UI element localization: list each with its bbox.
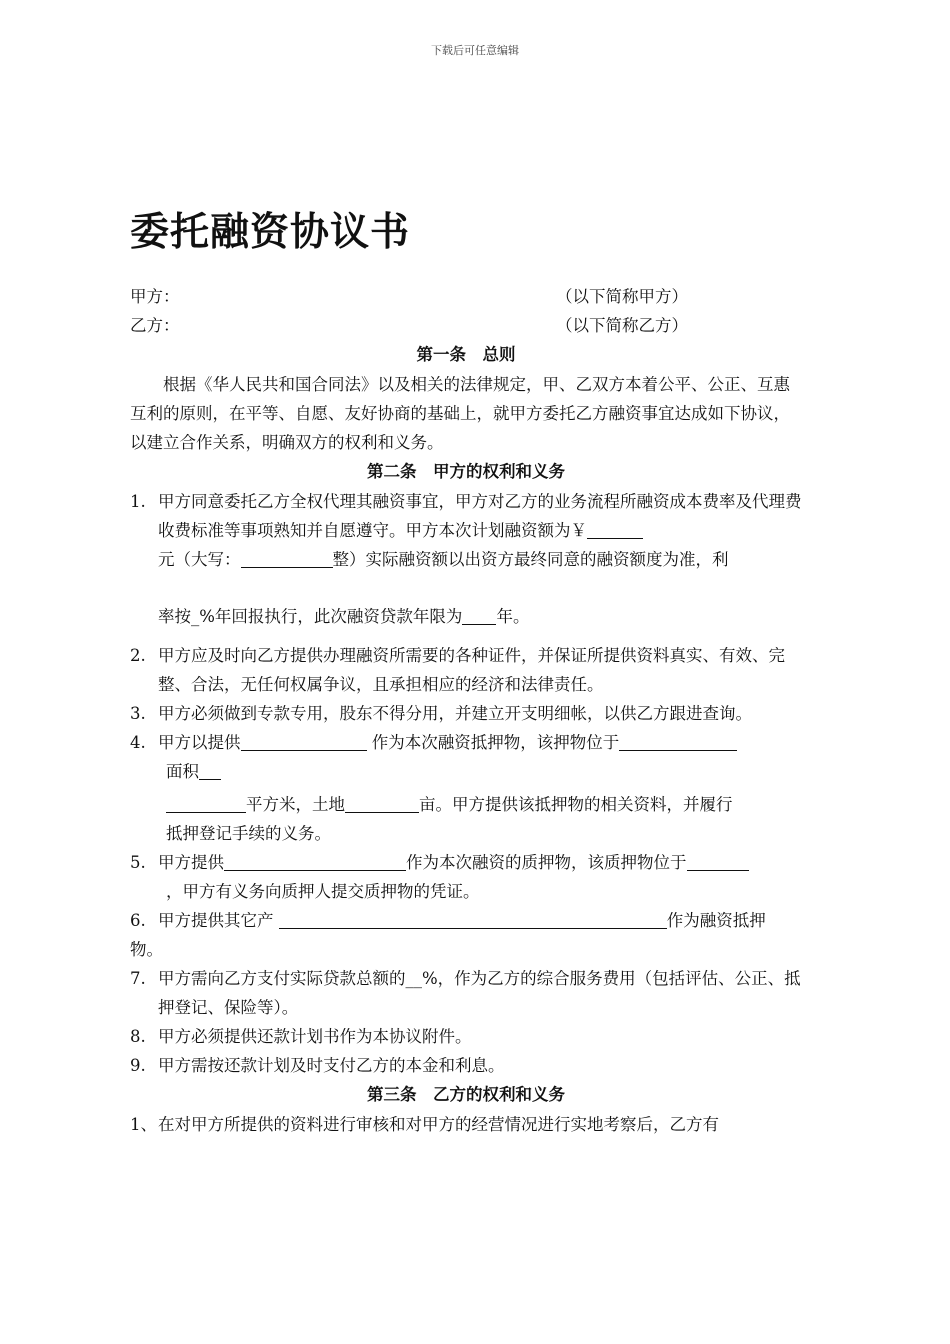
item-text: 甲方需按还款计划及时支付乙方的本金和利息。 [158, 1056, 505, 1075]
pledge-blank [224, 851, 406, 871]
section-2-item-7 [130, 964, 802, 1022]
item-text: 作为融资抵押 [666, 911, 766, 930]
pledge-location-blank [687, 851, 749, 871]
section-2-item-2 [130, 641, 802, 699]
party-b-label: 乙方： [130, 316, 180, 335]
item-text: 平方米，土地 [246, 795, 345, 814]
item-number: 6. [130, 911, 146, 930]
section-1-paragraph: 根据《华人民共和国合同法》以及相关的法律规定，甲、乙双方本着公平、公正、互惠互利的原则，在平等、自愿、友好协商的基础上，就甲方委托乙方融资事宜达成如下协议，以建立合作关系，明确双方的权利和义务。 [130, 375, 790, 452]
section-2-heading: 第二条 甲方的权利和义务 [367, 462, 565, 481]
item-number: 7. [130, 969, 146, 988]
item-text: 甲方必须提供还款计划书作为本协议附件。 [158, 1027, 472, 1046]
location-blank [619, 731, 737, 751]
party-a-note: （以下简称甲方） [556, 287, 688, 306]
area-blank-short [199, 760, 221, 780]
item-text: 甲方以提供 [158, 733, 241, 752]
section-2-item-9 [130, 1051, 802, 1080]
item-text: 甲方应及时向乙方提供办理融资所需要的各种证件，并保证所提供资料真实、有效、完整、合法，无任何权属争议，且承担相应的经济和法律责任。 [158, 646, 785, 694]
item-number: 2. [130, 646, 146, 665]
item-text: 抵押登记手续的义务。 [166, 824, 331, 843]
item-text: 甲方同意委托乙方全权代理其融资事宜，甲方对乙方的业务流程所融资成本费率及代理费收费标准等事项熟知并自愿遵守。甲方本次计划融资额为￥ [158, 492, 802, 540]
section-1-heading: 第一条 总则 [416, 345, 516, 364]
party-a-line [130, 282, 802, 311]
item-text: 物。 [130, 940, 163, 959]
item-number: 5. [130, 853, 146, 872]
item-number: 4. [130, 733, 146, 752]
item-text: 率按_%年回报执行，此次融资贷款年限为 [158, 607, 463, 626]
land-blank [345, 793, 419, 813]
party-a-label: 甲方： [130, 287, 180, 306]
item-number: 1. [130, 492, 146, 511]
item-text: 面积 [166, 762, 199, 781]
item-text: 甲方需向乙方支付实际贷款总额的__%，作为乙方的综合服务费用（包括评估、公正、抵押登记、保险等）。 [158, 969, 801, 1017]
item-number: 3. [130, 704, 146, 723]
amount-blank [587, 519, 643, 539]
document-title: 委托融资协议书 [130, 210, 411, 255]
party-b-line [130, 311, 802, 340]
other-asset-blank [279, 909, 667, 929]
item-number: 8. [130, 1027, 146, 1046]
item-text: 年。 [496, 607, 530, 626]
item-text: 整）实际融资额以出资方最终同意的融资额度为准，利 [332, 550, 729, 569]
section-2-item-8 [130, 1022, 802, 1051]
item-text: 作为本次融资的质押物，该质押物位于 [406, 853, 687, 872]
section-2-item-6 [130, 906, 802, 964]
item-text: 作为本次融资抵押物，该押物位于 [366, 733, 620, 752]
term-blank [462, 605, 496, 625]
item-text: 元（大写： [158, 550, 241, 569]
party-b-note: （以下简称乙方） [556, 316, 688, 335]
item-text: 在对甲方所提供的资料进行审核和对甲方的经营情况进行实地考察后，乙方有 [158, 1115, 719, 1134]
collateral-blank [241, 731, 367, 751]
amount-words-blank [241, 548, 333, 568]
item-text: 甲方提供 [158, 853, 224, 872]
section-2-item-3 [130, 699, 802, 728]
section-2-item-1 [130, 487, 802, 631]
item-text: ，甲方有义务向质押人提交质押物的凭证。 [166, 882, 480, 901]
section-3-heading: 第三条 乙方的权利和义务 [367, 1085, 565, 1104]
area-blank [166, 793, 246, 813]
page-header-note: 下载后可任意编辑 [431, 44, 519, 57]
section-2-item-4 [130, 728, 802, 848]
section-2-item-5 [130, 848, 802, 906]
section-3-item-1 [130, 1110, 802, 1139]
item-number: 9. [130, 1056, 146, 1075]
item-text: 甲方必须做到专款专用，股东不得分用，并建立开支明细帐，以供乙方跟进查询。 [158, 704, 752, 723]
item-text: 亩。甲方提供该抵押物的相关资料，并履行 [419, 795, 733, 814]
item-number: 1、 [130, 1115, 157, 1134]
item-text: 甲方提供其它产 [158, 911, 279, 930]
document-body [130, 200, 802, 1139]
